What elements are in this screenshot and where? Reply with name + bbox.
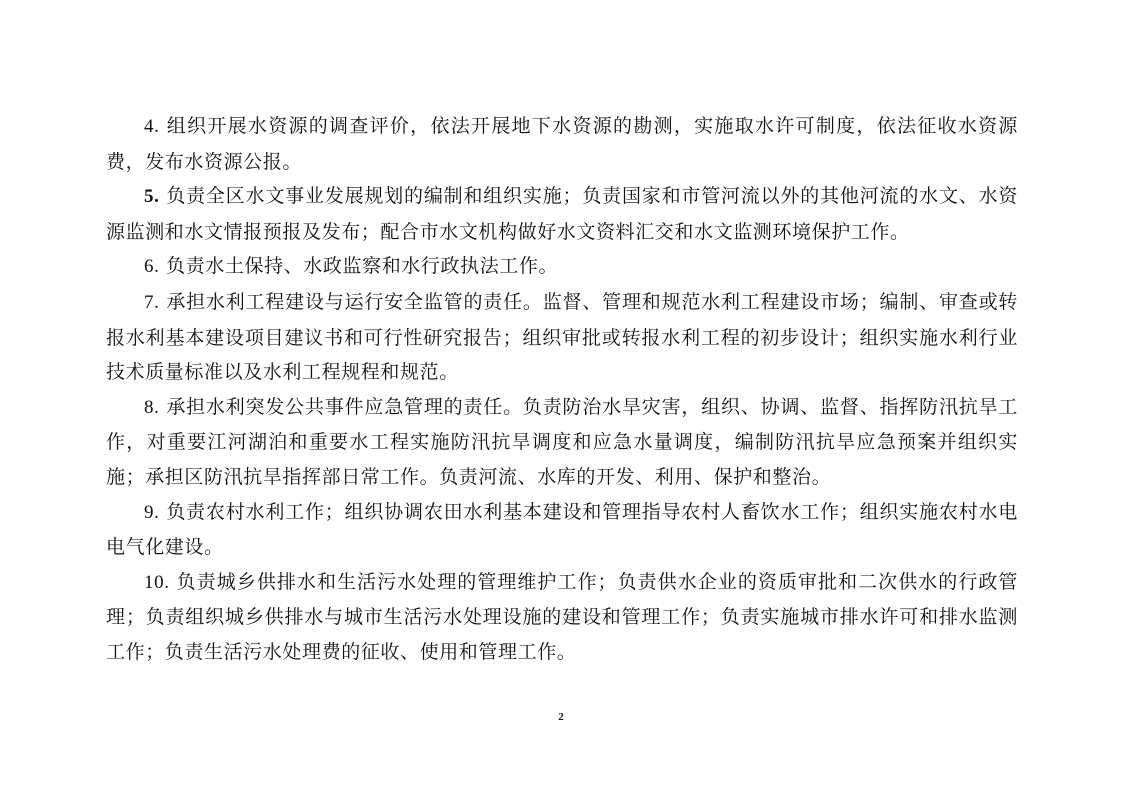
item-number: 7. — [144, 291, 160, 313]
item-text: 组织开展水资源的调查评价，依法开展地下水资源的勘测，实施取水许可制度，依法征收水资源费，发布水资源公报。 — [106, 115, 1019, 173]
list-item — [106, 179, 1018, 249]
item-text: 承担水利突发公共事件应急管理的责任。负责防治水旱灾害，组织、协调、监督、指挥防汛抗旱工作，对重要江河湖泊和重要水工程实施防汛抗旱调度和应急水量调度，编制防汛抗旱应急预案并组织实施；承担区防汛抗旱指挥部日常工作。负责河流、水库的开发、利用、保护和整治。 — [106, 395, 1018, 488]
item-number: 4. — [144, 116, 160, 137]
item-number: 10. — [144, 571, 170, 593]
item-number: 5. — [144, 186, 160, 208]
list-item — [106, 109, 1018, 179]
list-item — [106, 495, 1018, 565]
list-item — [106, 249, 1018, 285]
item-number: 6. — [144, 256, 160, 278]
item-text: 负责水土保持、水政监察和水行政执法工作。 — [166, 255, 559, 278]
item-text: 负责全区水文事业发展规划的编制和组织实施；负责国家和市管河流以外的其他河流的水文、水资源监测和水文情报预报及发布；配合市水文机构做好水文资料汇交和水文监测环境保护工作。 — [106, 185, 1018, 243]
document-body — [106, 109, 1018, 670]
item-number: 8. — [144, 396, 160, 418]
list-item — [106, 390, 1018, 495]
list-item — [106, 565, 1018, 670]
list-item — [106, 285, 1018, 390]
item-number: 9. — [144, 501, 160, 523]
item-text: 承担水利工程建设与运行安全监管的责任。监督、管理和规范水利工程建设市场；编制、审查或转报水利基本建设项目建议书和可行性研究报告；组织审批或转报水利工程的初步设计；组织实施水利行业技术质量标准以及水利工程规程和规范。 — [106, 290, 1018, 384]
item-text: 负责城乡供排水和生活污水处理的管理维护工作；负责供水企业的资质审批和二次供水的行政管理；负责组织城乡供排水与城市生活污水处理设施的建设和管理工作；负责实施城市排水许可和排水监测工作；负责生活污水处理费的征收、使用和管理工作。 — [106, 570, 1019, 663]
page-number: 2 — [558, 711, 564, 723]
item-text: 负责农村水利工作；组织协调农田水利基本建设和管理指导农村人畜饮水工作；组织实施农村水电电气化建设。 — [106, 500, 1018, 559]
